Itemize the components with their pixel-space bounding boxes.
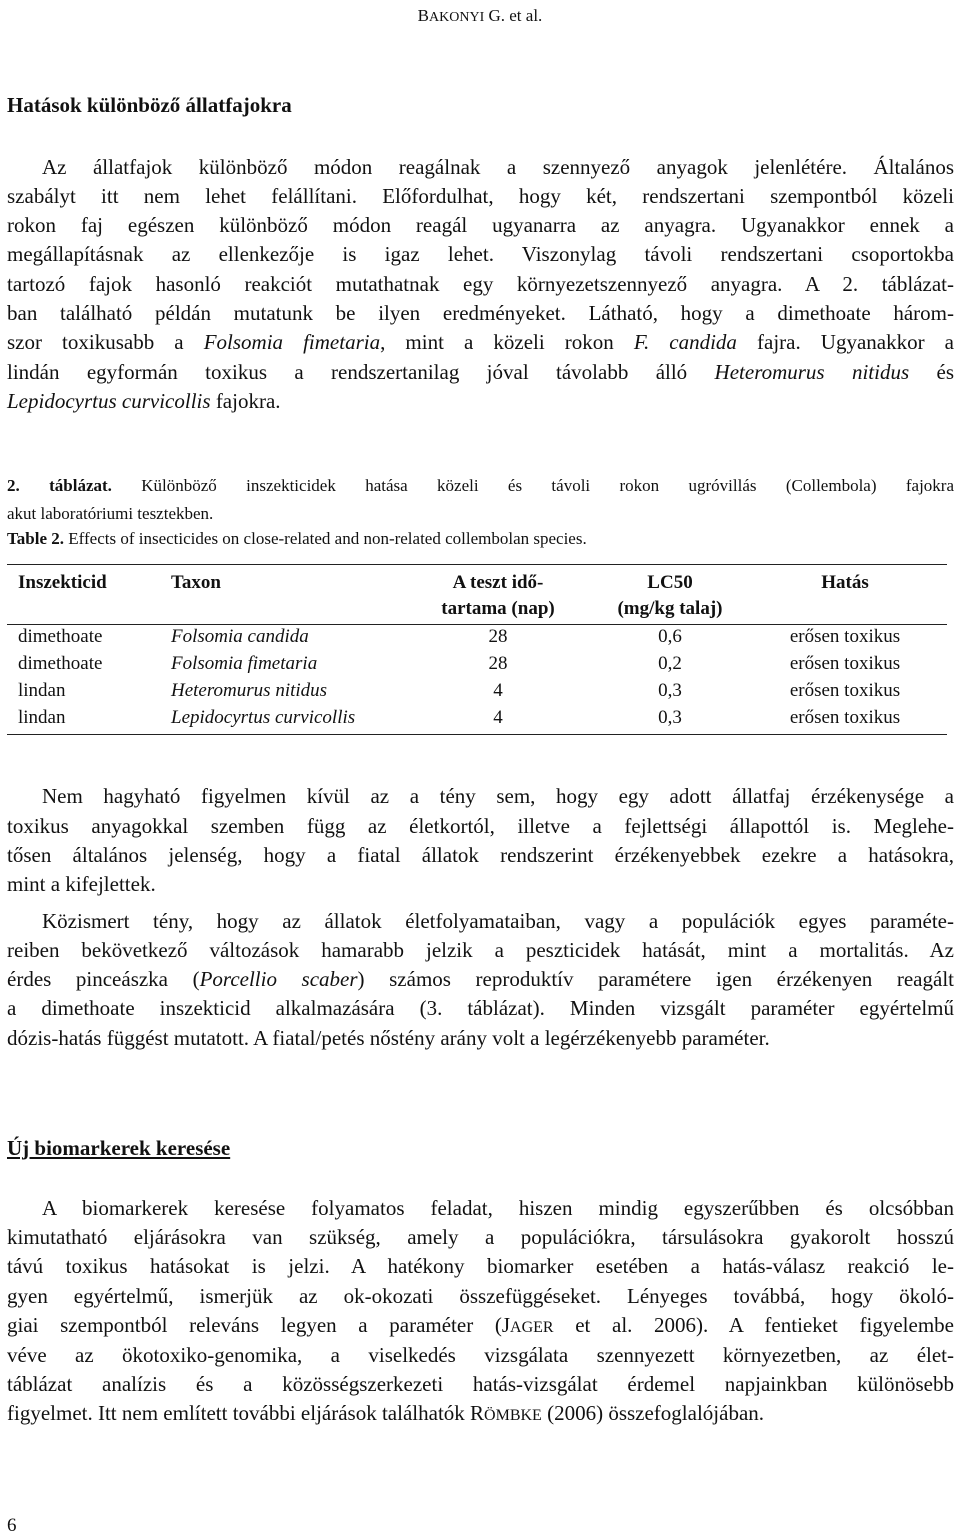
cell-duration: 4	[493, 707, 503, 728]
header-lc50: LC50	[647, 572, 693, 593]
text-line: ban található példán mutatunk be ilyen eredményeket. Látható, hogy a dimethoate három-	[7, 301, 954, 325]
cell-effect: erősen toxikus	[789, 707, 901, 728]
text-line: távú toxikus hatásokat is jelzi. A hatékony biomarker esetében a hatás-válasz reakció le-	[7, 1254, 954, 1278]
text-line: szabályt itt nem lehet felállítani. Előfordulhat, hogy két, rendszertani szempontból közeli	[7, 184, 954, 208]
cell-effect: erősen toxikus	[789, 653, 901, 674]
page-number: 6	[7, 1515, 17, 1536]
text-line: Közismert tény, hogy az állatok életfolyamataiban, vagy a populációk egyes paraméte-	[42, 909, 954, 933]
cell-taxon: Heteromurus nitidus	[171, 680, 328, 701]
text-line: giai szempontból releváns legyen a paraméter (JAGER et al. 2006). A fentieket figyelembe	[7, 1313, 954, 1337]
header-insecticide: Inszekticid	[18, 572, 107, 593]
header-lc50-unit: (mg/kg talaj)	[617, 598, 723, 619]
text-line: Nem hagyható figyelmen kívül az a tény sem, hogy egy adott állatfaj érzékenysége a	[42, 784, 954, 808]
cell-insecticide: dimethoate	[18, 626, 103, 647]
text-line: véve az ökotoxiko-genomika, a viselkedés vizsgálata szennyezett környezetben, az élet-	[7, 1343, 954, 1367]
table-top-rule	[7, 564, 947, 565]
caption-hu-line: akut laboratóriumi tesztekben.	[7, 504, 214, 523]
cell-effect: erősen toxikus	[789, 626, 901, 647]
text-line: toxikus anyagokkal szemben függ az életkortól, illetve a fejlettségi állapottól is. Meglehe-	[7, 814, 954, 838]
text-line: tősen általános jelenség, hogy a fiatal állatok rendszerint érzékenyebbek ezekre a hatásokra,	[7, 843, 954, 867]
text-line: mint a kifejlettek.	[7, 872, 156, 896]
cell-lc50: 0,3	[658, 680, 682, 701]
text-line: kimutatható eljárásokra van szükség, amely a populációkra, társulásokra gyakorolt hosszú	[7, 1225, 954, 1249]
header-duration: A teszt idő-	[452, 572, 544, 593]
text-line: Lepidocyrtus curvicollis fajokra.	[7, 389, 281, 413]
text-line: szor toxikusabb a Folsomia fimetaria, mint a közeli rokon F. candida fajra. Ugyanakkor a	[7, 330, 954, 354]
cell-insecticide: dimethoate	[18, 653, 103, 674]
cell-insecticide: lindan	[18, 707, 66, 728]
header-effect: Hatás	[821, 572, 869, 593]
text-line: gyen egyértelmű, ismerjük az ok-okozati összefüggéseket. Lényeges továbbá, hogy ökoló-	[7, 1284, 954, 1308]
text-line: a dimethoate inszekticid alkalmazására (3. táblázat). Minden vizsgált paraméter egyértelmű	[7, 996, 954, 1020]
text-line: reiben bekövetkező változások hamarabb jelzik a peszticidek hatását, mint a mortalitás. Az	[7, 938, 954, 962]
text-line: rokon faj egészen különböző módon reagál ugyanarra az anyagra. Ugyanakkor ennek a	[7, 213, 954, 237]
cell-lc50: 0,2	[658, 653, 682, 674]
cell-lc50: 0,6	[658, 626, 682, 647]
text-line: dózis-hatás függést mutatott. A fiatal/petés nőstény arány volt a legérzékenyebb paraméter.	[7, 1026, 770, 1050]
text-line: A biomarkerek keresése folyamatos feladat, hiszen mindig egyszerűbben és olcsóbban	[42, 1196, 954, 1220]
caption-en-line: Table 2. Effects of insecticides on close-related and non-related collembolan species.	[7, 529, 587, 548]
header-taxon: Taxon	[171, 572, 221, 593]
text-line: figyelmet. Itt nem említett további eljárások találhatók RÖMBKE (2006) összefoglalójában.	[7, 1401, 765, 1425]
text-line: tartozó fajok hasonló reakciót mutathatnak egy környezetszennyező anyagra. A 2. táblázat-	[7, 272, 954, 296]
table-bottom-rule	[7, 734, 947, 735]
cell-duration: 28	[488, 626, 508, 647]
text-line: táblázat analízis és a közösségszerkezeti hatás-vizsgálat érdemel napjainkban különösebb	[7, 1372, 954, 1396]
section-heading-new-biomarkers: Új biomarkerek keresése	[7, 1136, 231, 1160]
cell-insecticide: lindan	[18, 680, 66, 701]
section-heading-animal-species: Hatások különböző állatfajokra	[7, 93, 292, 117]
running-header: BAKONYI G. et al.	[417, 6, 543, 25]
cell-duration: 4	[493, 680, 503, 701]
text-line: Az állatfajok különböző módon reagálnak a szennyező anyagok jelenlétére. Általános	[42, 155, 954, 179]
header-duration-2: tartama (nap)	[441, 598, 555, 619]
cell-taxon: Folsomia fimetaria	[171, 653, 318, 674]
text-line: lindán egyformán toxikus a rendszertanilag jóval távolabb álló Heteromurus nitidus és	[7, 360, 954, 384]
caption-hu-line: 2. táblázat. Különböző inszekticidek hatása közeli és távoli rokon ugróvillás (Collembola) fajokra	[7, 476, 955, 495]
cell-effect: erősen toxikus	[789, 680, 901, 701]
text-line: megállapításnak az ellenkezője is igaz lehet. Viszonylag távoli rendszertani csoportokba	[7, 242, 954, 266]
cell-taxon: Lepidocyrtus curvicollis	[171, 707, 356, 728]
cell-duration: 28	[488, 653, 508, 674]
cell-lc50: 0,3	[658, 707, 682, 728]
text-line: érdes pinceászka (Porcellio scaber) számos reproduktív paramétere igen érzékenyen reagált	[7, 967, 954, 991]
cell-taxon: Folsomia candida	[171, 626, 309, 647]
